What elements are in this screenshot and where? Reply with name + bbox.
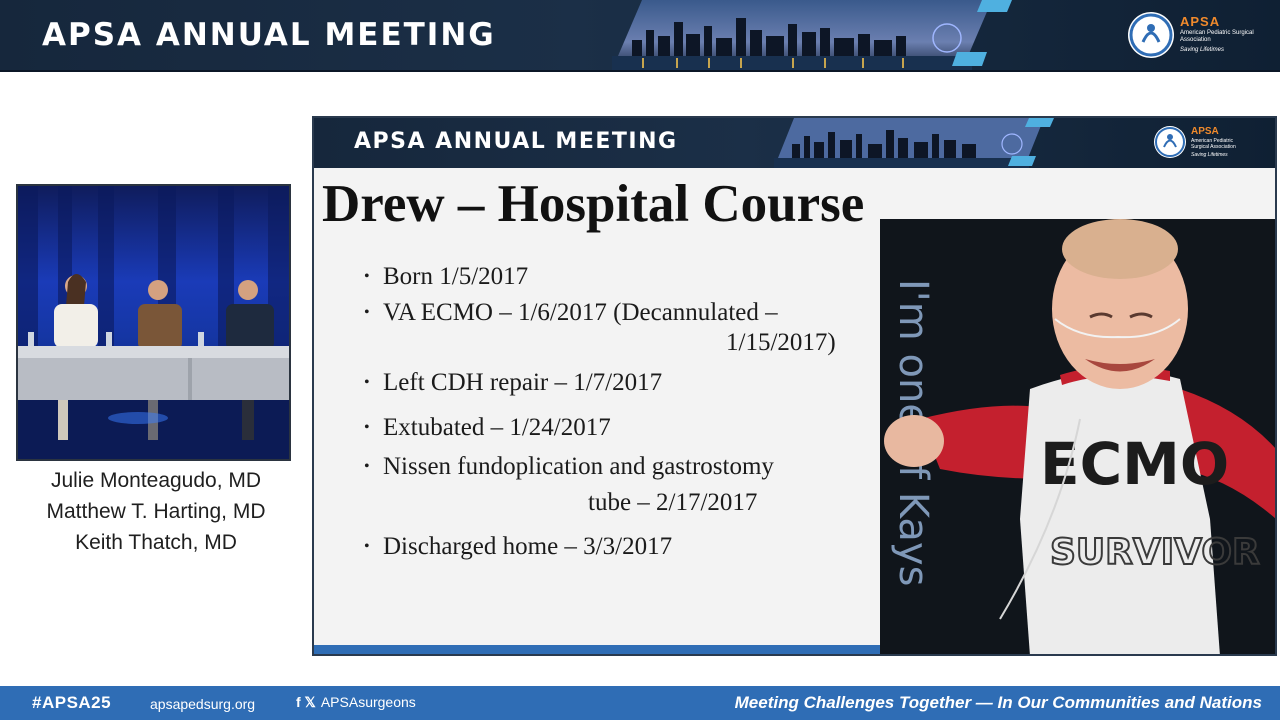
shirt-text-survivor: SURVIVOR xyxy=(1050,532,1260,573)
slide-apsa-logo-icon xyxy=(1154,126,1186,158)
bullet-dot: • xyxy=(364,419,370,436)
bullet-dot: • xyxy=(364,304,370,321)
speaker-name: Keith Thatch, MD xyxy=(75,531,237,554)
slide-banner-title: APSA ANNUAL MEETING xyxy=(354,129,678,154)
social-icons: f 𝕏 xyxy=(296,694,316,710)
presentation-slide[interactable] xyxy=(312,116,1277,656)
top-banner xyxy=(0,0,1280,72)
bullet-text: Born 1/5/2017 xyxy=(383,263,529,290)
speaker-name: Julie Monteagudo, MD xyxy=(50,469,262,492)
hashtag: #APSA25 xyxy=(32,693,112,712)
slide-city-skyline-image xyxy=(774,118,1054,168)
slide-banner xyxy=(314,118,1275,168)
slide-footer-bar xyxy=(314,645,884,654)
apsa-logo xyxy=(1128,10,1258,62)
bullet-dot: • xyxy=(364,374,370,391)
bullet-dot: • xyxy=(364,268,370,285)
bullet-continuation: tube – 2/17/2017 xyxy=(588,489,758,516)
social-handle-text: APSAsurgeons xyxy=(320,694,416,710)
website-link[interactable]: apsapedsurg.org xyxy=(150,696,256,712)
slide-apsa-tagline: Saving Lifetimes xyxy=(1191,152,1228,158)
bullet-dot: • xyxy=(364,538,370,555)
bullet-text: Left CDH repair – 1/7/2017 xyxy=(383,369,663,396)
bullet-text: Nissen fundoplication and gastrostomy xyxy=(383,453,774,480)
city-skyline-image xyxy=(612,0,1012,70)
speaker-video[interactable] xyxy=(16,184,291,461)
social-handle[interactable] xyxy=(296,694,416,711)
bullet-text: VA ECMO – 1/6/2017 (Decannulated – xyxy=(383,299,778,326)
apsa-wordmark: APSA xyxy=(1180,14,1221,29)
apsa-logo-icon xyxy=(1128,12,1174,58)
banner-title: APSA ANNUAL MEETING xyxy=(42,17,496,53)
slide-heading: Drew – Hospital Course xyxy=(322,175,865,233)
speaker-names xyxy=(16,465,296,558)
slide-apsa-org-name: American Pediatric Surgical Association xyxy=(1191,138,1236,150)
bullet-text: Extubated – 1/24/2017 xyxy=(383,414,611,441)
shirt-text-ecmo: ECMO xyxy=(1040,430,1230,498)
bullet-text: Discharged home – 3/3/2017 xyxy=(383,533,673,560)
apsa-org-name: American Pediatric Surgical Association xyxy=(1180,30,1254,43)
apsa-tagline: Saving Lifetimes xyxy=(1180,47,1225,53)
meeting-tagline: Meeting Challenges Together — In Our Communities and Nations xyxy=(734,693,1262,712)
bullet-dot: • xyxy=(364,458,370,475)
patient-photo xyxy=(880,219,1276,656)
bottom-bar xyxy=(0,686,1280,720)
slide-apsa-logo xyxy=(1154,124,1264,164)
slide-apsa-wordmark: APSA xyxy=(1191,126,1219,137)
bullet-continuation: 1/15/2017) xyxy=(726,329,836,356)
panel-stage-image xyxy=(18,186,289,459)
speaker-name: Matthew T. Harting, MD xyxy=(46,500,266,523)
